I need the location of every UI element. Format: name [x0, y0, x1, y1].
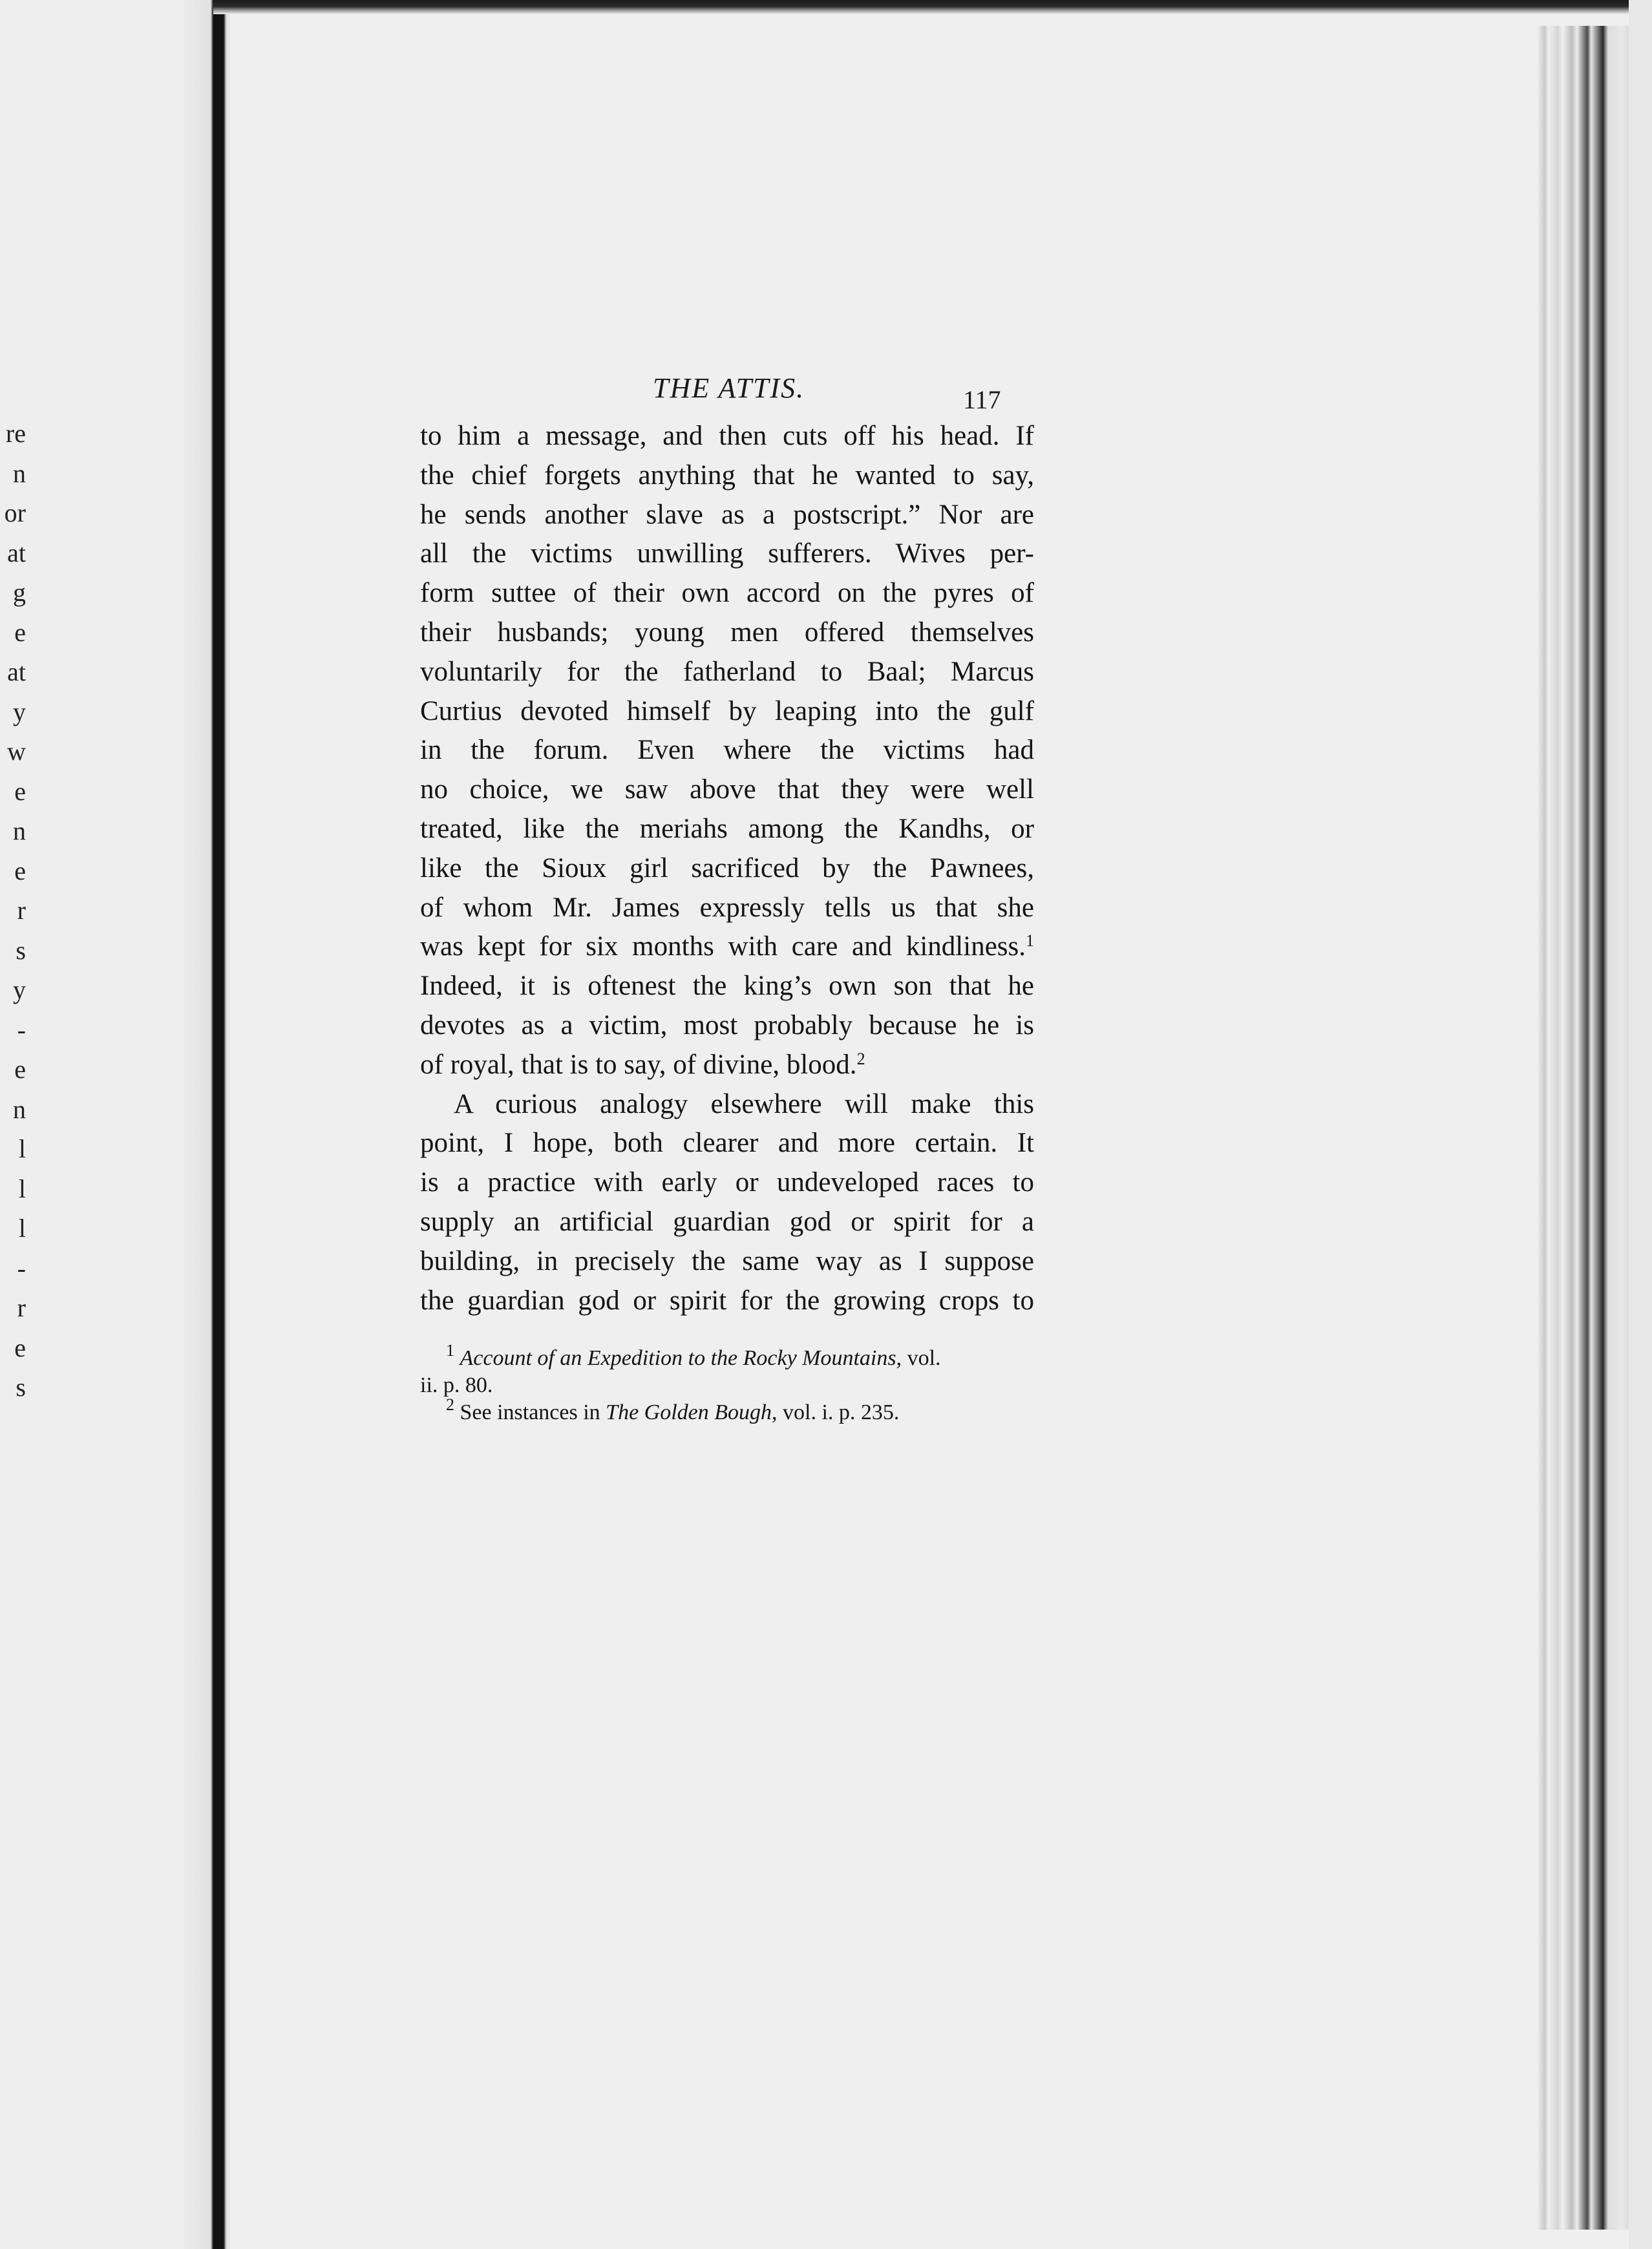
text-line: the chief forgets anything that he wanted to say,: [420, 459, 1034, 491]
left-page-fragment: r: [17, 1293, 26, 1322]
footnote-2-title: The Golden Bough: [606, 1400, 772, 1425]
footnote-ref-2[interactable]: 2: [856, 1049, 865, 1068]
left-page-fragment: g: [13, 578, 26, 607]
running-title: THE ATTIS.: [653, 372, 805, 404]
text-line: voluntarily for the fatherland to Baal; Marcus: [420, 656, 1034, 687]
left-page-fragment: l: [18, 1214, 26, 1243]
text-line: A curious analogy elsewhere will make this: [454, 1088, 1034, 1119]
text-line: Indeed, it is oftenest the king’s own son that he: [420, 971, 1034, 1002]
footnote-2: [420, 1395, 1034, 1426]
text-line: all the victims unwilling sufferers. Wives per-: [420, 538, 1034, 569]
text-line: the guardian god or spirit for the growing crops to: [420, 1285, 1034, 1316]
left-page-text-fragments: [0, 414, 26, 1408]
right-margin: [1629, 0, 1652, 2249]
footnote-1: [420, 1341, 1034, 1372]
left-page-fragment: e: [14, 1055, 26, 1084]
text-line: Curtius devoted himself by leaping into the gulf: [420, 695, 1034, 726]
top-edge-shadow: [213, 0, 1652, 14]
left-page-fragment: n: [13, 458, 26, 488]
footnote-1-continuation: ii. p. 80.: [420, 1373, 493, 1398]
paragraph-1: [420, 417, 1034, 1085]
text-line: is a practice with early or undeveloped races to: [420, 1167, 1034, 1198]
text-line-content: was kept for six months with care and kindliness.: [420, 931, 1026, 962]
left-page-fragment: at: [7, 538, 26, 567]
book-spine: [185, 0, 230, 2249]
left-page-fragment: n: [13, 816, 26, 845]
text-line: building, in precisely the same way as I suppose: [420, 1245, 1034, 1276]
left-page-fragment: y: [13, 975, 26, 1004]
text-line: supply an artificial guardian god or spirit for a: [420, 1206, 1034, 1237]
footnote-1-rest: , vol.: [896, 1346, 941, 1371]
text-line: of whom Mr. James expressly tells us that she: [420, 892, 1034, 923]
left-page-fragment: e: [14, 1333, 26, 1362]
footnote-ref-1[interactable]: 1: [1026, 931, 1034, 951]
text-line: he sends another slave as a postscript.” Nor are: [420, 499, 1034, 530]
left-page-fragment: -: [17, 1253, 26, 1283]
body-text: [420, 417, 1034, 1320]
text-line: their husbands; young men offered themselves: [420, 617, 1034, 648]
left-page-fragment: e: [14, 856, 26, 885]
left-page-fragment: l: [18, 1174, 26, 1203]
left-page-fragment: at: [7, 657, 26, 686]
left-page-fragment: or: [4, 498, 26, 527]
footnote-2-rest: , vol. i. p. 235.: [772, 1400, 900, 1425]
text-line: point, I hope, both clearer and more certain. It: [420, 1128, 1034, 1159]
left-page-fragment: s: [16, 935, 26, 965]
left-page-fragment: l: [18, 1134, 26, 1163]
left-page-fragment: y: [13, 697, 26, 726]
left-page-fragment: e: [14, 776, 26, 806]
footnotes: [420, 1341, 1034, 1426]
left-page-fragment: e: [14, 617, 26, 647]
left-page-fragment: w: [7, 737, 26, 766]
left-page-fragment: -: [17, 1015, 26, 1044]
left-page-fragment: n: [13, 1094, 26, 1124]
text-line-with-footnote: [420, 927, 1034, 967]
footnote-1-title: Account of an Expedition to the Rocky Mountains: [460, 1346, 896, 1371]
paragraph-2: [420, 1085, 1034, 1321]
text-line-with-footnote: [420, 1046, 1034, 1085]
text-line: like the Sioux girl sacrificed by the Pawnees,: [420, 852, 1034, 883]
page-header: [420, 359, 1034, 417]
page-number: 117: [963, 385, 1001, 414]
left-page-fragment: r: [17, 896, 26, 925]
text-line: treated, like the meriahs among the Kandhs, or: [420, 813, 1034, 844]
text-line-content: of royal, that is to say, of divine, blood.: [420, 1049, 857, 1080]
footnote-2-marker: 2: [446, 1395, 454, 1415]
text-line: form suttee of their own accord on the pyres of: [420, 578, 1034, 609]
left-page-fragment: re: [5, 419, 26, 448]
text-line: no choice, we saw above that they were well: [420, 774, 1034, 805]
footnote-2-pre: See instances in: [460, 1400, 606, 1425]
footnote-1-marker: 1: [446, 1341, 454, 1360]
left-page-fragment: s: [16, 1373, 26, 1402]
text-line: in the forum. Even where the victims had: [420, 735, 1034, 766]
text-line: devotes as a victim, most probably because he is: [420, 1009, 1034, 1040]
text-line: to him a message, and then cuts off his head. If: [420, 421, 1034, 451]
book-page: [420, 359, 1034, 1426]
